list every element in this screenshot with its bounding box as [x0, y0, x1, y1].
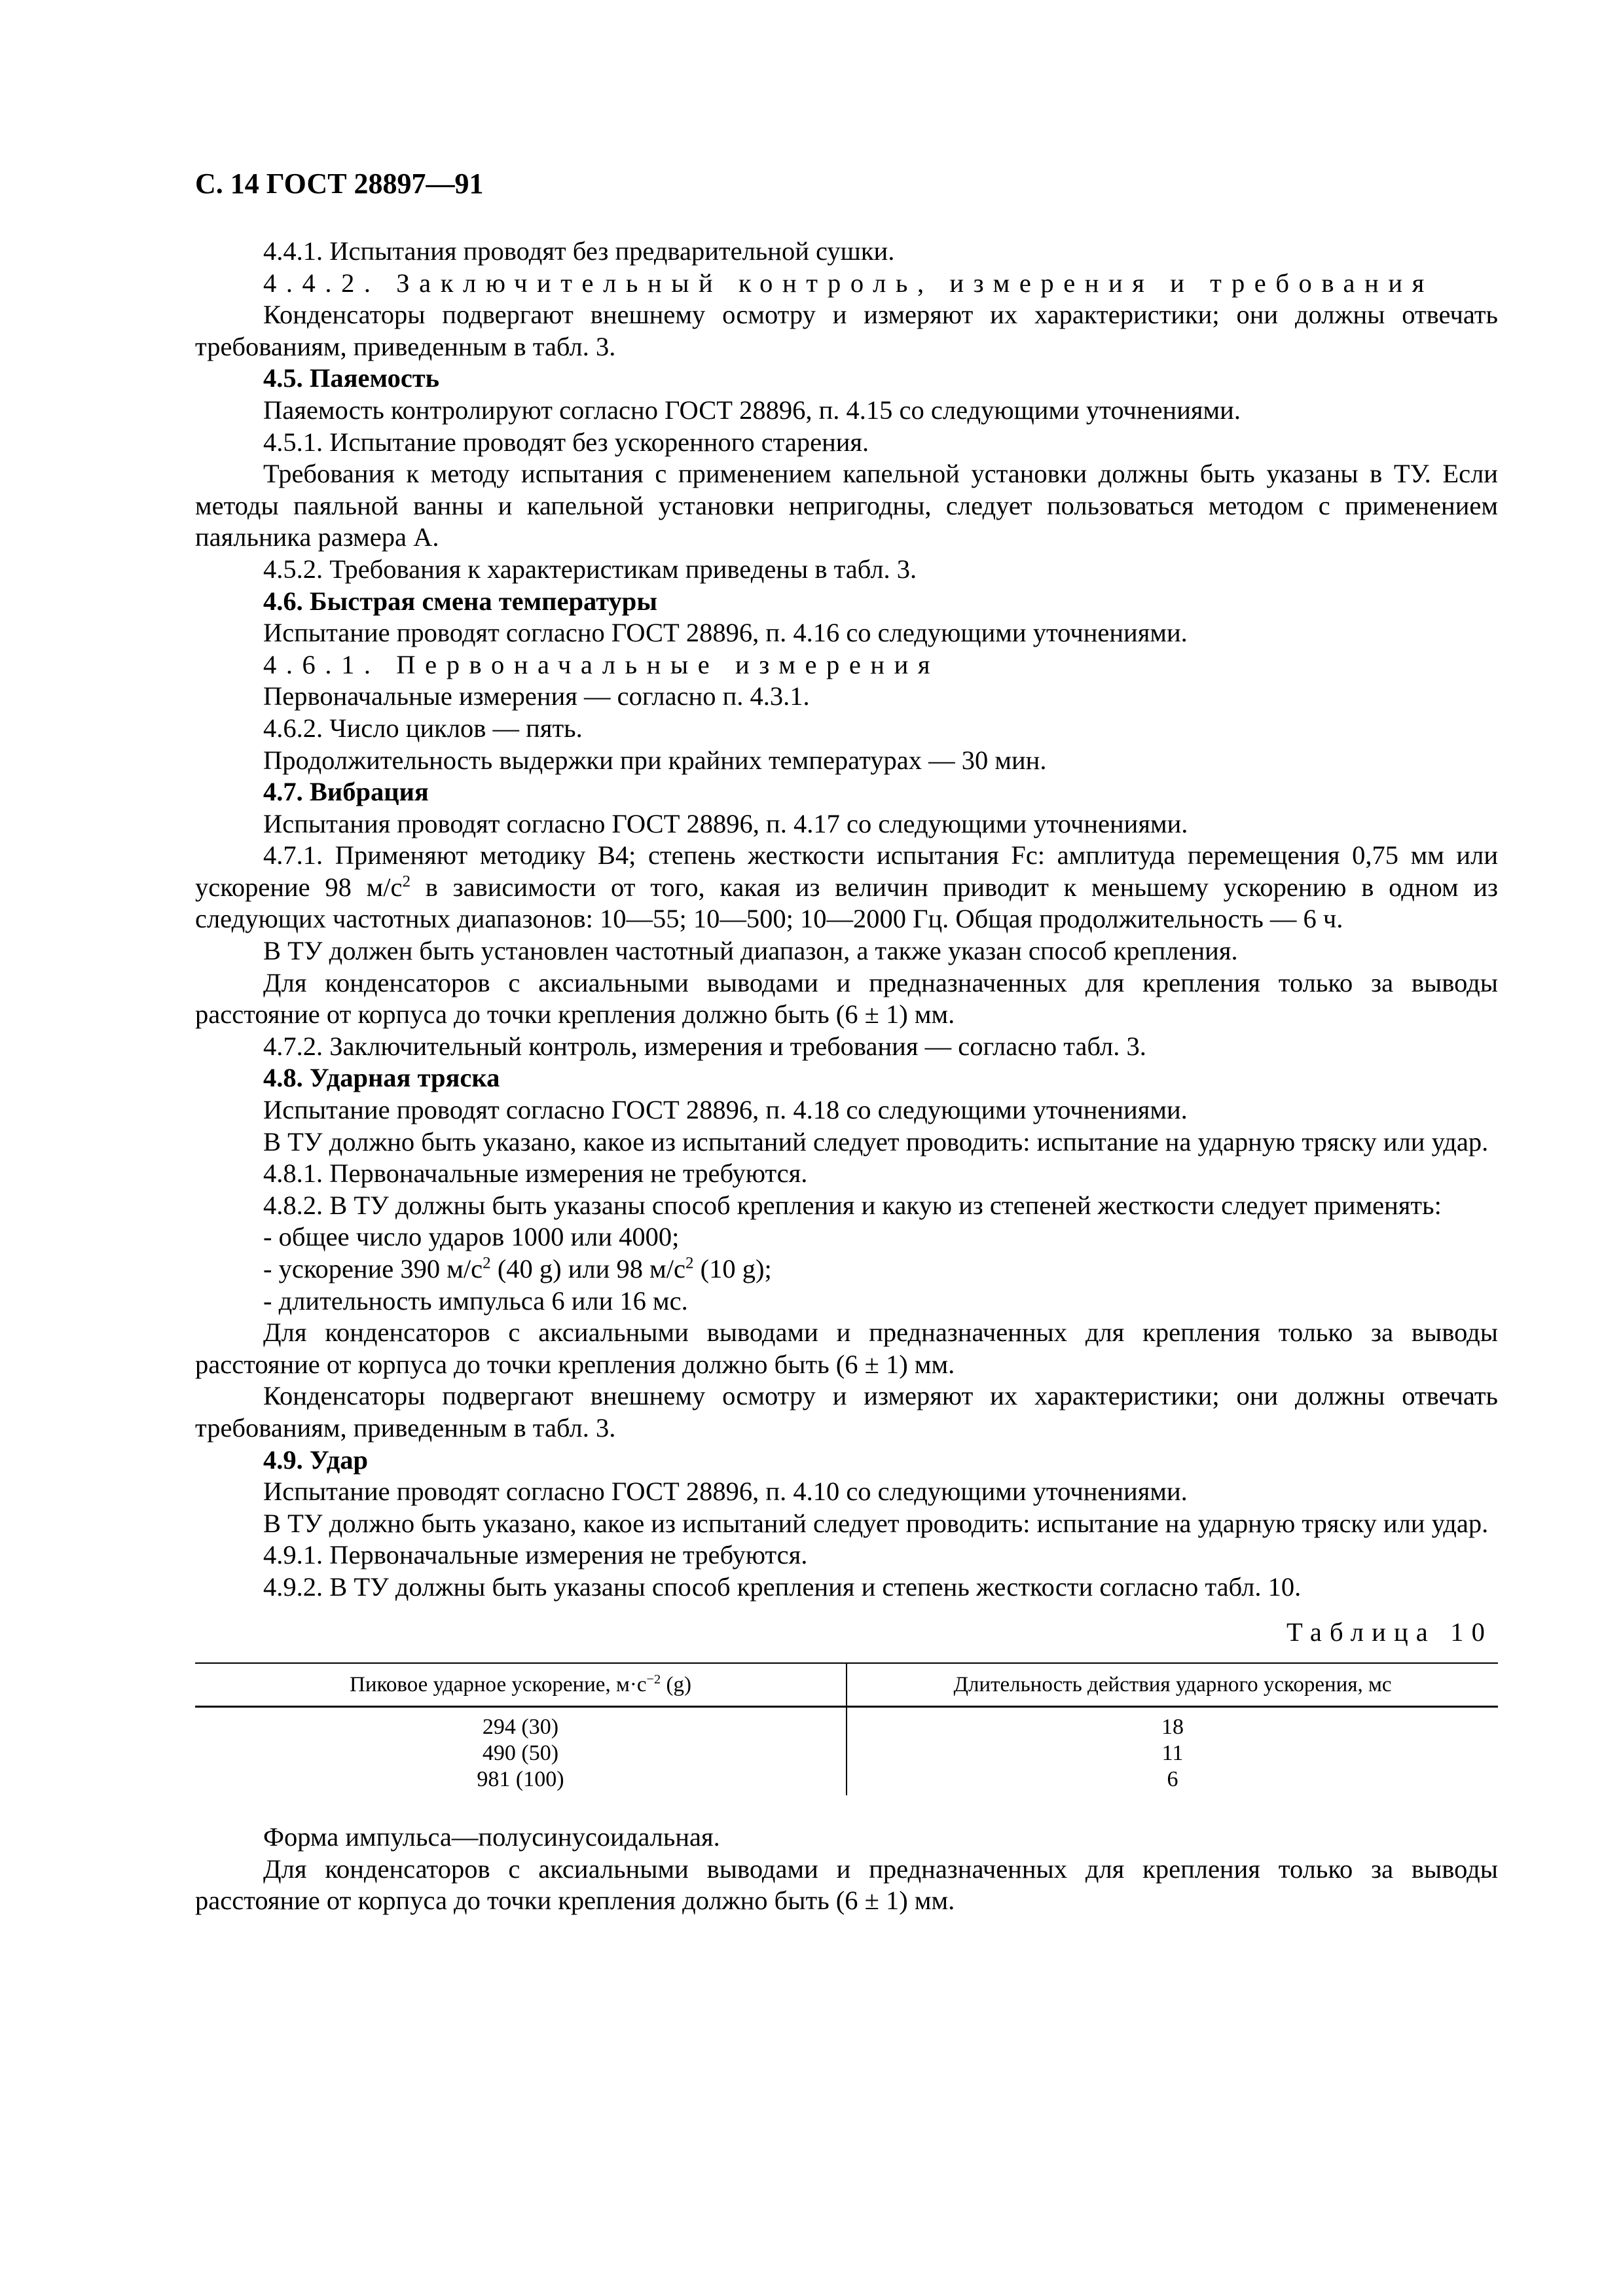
table-header-acceleration: Пиковое ударное ускорение, $м\cdot с^{-2}$ (g) [195, 1663, 847, 1707]
paragraph: 4.5.2. Требования к характеристикам приведены в табл. 3. [263, 554, 917, 584]
section-heading: 4.8. Ударная тряска [263, 1063, 500, 1093]
section-heading: 4.6. Быстрая смена температуры [263, 586, 657, 616]
paragraph: Испытание проводят согласно ГОСТ 28896, п. 4.18 со следующими уточнениями. [263, 1095, 1188, 1125]
paragraph: Для конденсаторов с аксиальными выводами и предназначенных для крепления только за выводы расстояние от корпуса до точки крепления должно быть (6 ± 1) мм. [195, 1854, 1498, 1916]
paragraph: Конденсаторы подвергают внешнему осмотру и измеряют их характеристики; они должны отвечать требованиям, приведенным в табл. 3. [195, 1381, 1498, 1443]
table-body [195, 1707, 1498, 1796]
paragraph: В ТУ должен быть установлен частотный диапазон, а также указан способ крепления. [263, 936, 1238, 966]
cell-acceleration: 294 (30) [195, 1707, 847, 1741]
paragraph: Для конденсаторов с аксиальными выводами и предназначенных для крепления только за выводы расстояние от корпуса до точки крепления должно быть (6 ± 1) мм. [195, 1318, 1498, 1379]
paragraph: Первоначальные измерения — согласно п. 4.3.1. [263, 681, 810, 711]
table-row [195, 1740, 1498, 1767]
paragraph: Испытание проводят согласно ГОСТ 28896, п. 4.10 со следующими уточнениями. [263, 1477, 1188, 1507]
paragraph: В ТУ должно быть указано, какое из испытаний следует проводить: испытание на ударную тряску или удар. [263, 1126, 1489, 1157]
paragraph: 4.6.2. Число циклов — пять. [263, 713, 583, 743]
table-header-row [195, 1663, 1498, 1707]
section-heading: 4.9. Удар [263, 1444, 368, 1475]
table-header-duration: Длительность действия ударного ускорения, мс [847, 1663, 1498, 1707]
table-caption: Таблица 10 [1286, 1617, 1493, 1647]
paragraph: 4.8.2. В ТУ должны быть указаны способ крепления и какую из степеней жесткости следует применять: [263, 1190, 1442, 1220]
paragraph-4-7-1: 4.7.1. Применяют методику В4; степень жесткости испытания Fc: амплитуда перемещения 0,75 мм или ускорение 98 $м/с^2$ в зависимости от того, какая из величин приводит к меньшему ускорению в одном из следующих частотных диапазонов: 10—55; 10—500; 10—2000 Гц. Общая продолжительность — 6 ч. [195, 840, 1498, 934]
paragraph: Требования к методу испытания с применением капельной установки должны быть указаны в ТУ. Если методы паяльной ванны и капельной установки непригодны, следует пользоваться методом с применением паяльника размера А. [195, 459, 1498, 552]
paragraph: 4.4.1. Испытания проводят без предварительной сушки. [263, 236, 895, 266]
paragraph: 4.9.1. Первоначальные измерения не требуются. [263, 1540, 808, 1570]
paragraph [195, 649, 1498, 681]
spaced-heading: 4.6.1. Первоначальные измерения [263, 649, 940, 679]
table-row [195, 1707, 1498, 1741]
paragraph: Паяемость контролируют согласно ГОСТ 28896, п. 4.15 со следующими уточнениями. [263, 395, 1241, 425]
paragraph [195, 268, 1498, 300]
paragraph: Форма импульса—полусинусоидальная. [263, 1822, 720, 1852]
paragraph: 4.7.2. Заключительный контроль, измерения и требования — согласно табл. 3. [263, 1031, 1146, 1061]
section-part-1 [195, 236, 1498, 840]
cell-duration: 6 [1167, 1767, 1178, 1792]
section-part-2 [195, 935, 1498, 1221]
page-header: С. 14 ГОСТ 28897—91 [195, 168, 484, 200]
table-10 [195, 1662, 1498, 1795]
paragraph: Для конденсаторов с аксиальными выводами и предназначенных для крепления только за выводы расстояние от корпуса до точки крепления должно быть (6 ± 1) мм. [195, 967, 1498, 1030]
table-row [195, 1767, 1498, 1795]
paragraph: 4.5.1. Испытание проводят без ускоренного старения. [263, 427, 869, 457]
document-body [195, 236, 1498, 1917]
paragraph: 4.8.1. Первоначальные измерения не требуются. [263, 1158, 808, 1189]
section-part-3 [195, 1317, 1498, 1603]
list-item: - ускорение 390 $м/с^2$ (40 g) или 98 $м/с^2$ (10 g); [263, 1254, 772, 1283]
paragraph: Испытания проводят согласно ГОСТ 28896, п. 4.17 со следующими уточнениями. [263, 808, 1188, 838]
paragraph: В ТУ должно быть указано, какое из испытаний следует проводить: испытание на ударную тряску или удар. [263, 1508, 1489, 1538]
section-heading: 4.5. Паяемость [263, 363, 440, 393]
cell-acceleration: 490 (50) [195, 1740, 847, 1767]
paragraph: Испытание проводят согласно ГОСТ 28896, п. 4.16 со следующими уточнениями. [263, 618, 1188, 648]
cell-duration: 11 [1161, 1741, 1184, 1766]
cell-acceleration: 981 (100) [195, 1767, 847, 1795]
cell-duration: 18 [1161, 1715, 1184, 1740]
paragraph: Продолжительность выдержки при крайних температурах — 30 мин. [263, 745, 1047, 775]
list-item: - общее число ударов 1000 или 4000; [263, 1222, 680, 1252]
spaced-heading: 4.4.2. Заключительный контроль, измерения и требования [263, 268, 1434, 298]
paragraph: Конденсаторы подвергают внешнему осмотру и измеряют их характеристики; они должны отвечать требованиям, приведенным в табл. 3. [195, 300, 1498, 361]
paragraph: 4.9.2. В ТУ должны быть указаны способ крепления и степень жесткости согласно табл. 10. [263, 1571, 1302, 1602]
list-item: - длительность импульса 6 или 16 мс. [263, 1285, 688, 1316]
section-heading: 4.7. Вибрация [263, 777, 429, 807]
